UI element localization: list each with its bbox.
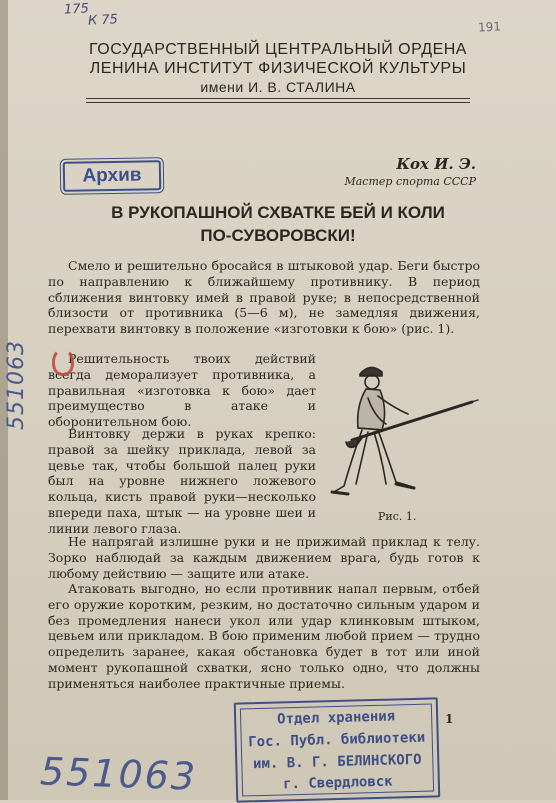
- margin-inventory-number-bottom: 551063: [39, 749, 198, 799]
- paragraph-4: Не напрягай излишне руки и не прижимай приклад к телу. Зорко наблюдай за каждым движением врага, будь готов к любому действию — защите или атаке.: [48, 534, 480, 581]
- handwritten-number: 175: [63, 1, 90, 18]
- handwritten-right-number: 191: [477, 19, 502, 35]
- soldier-with-rifle-illustration: [322, 358, 482, 508]
- header-rule-thick: [86, 98, 470, 99]
- institute-line-1: ГОСУДАРСТВЕННЫЙ ЦЕНТРАЛЬНЫЙ ОРДЕНА: [89, 41, 467, 58]
- institute-line-2: ЛЕНИНА ИНСТИТУТ ФИЗИЧЕСКОЙ КУЛЬТУРЫ: [89, 60, 467, 77]
- paragraph-5: Атаковать выгодно, но если противник напал первым, отбей его оружие коротким, резким, но достаточно сильным ударом и без промедления нанеси укол или удар клинковым штыком, цевьем или прикладом. В бою применим любой прием — трудно определить заранее, какая обстановка будет в тот или иной момент рукопашной схватки, ясно только одно, что должны применяться наиболее практичные приемы.: [48, 581, 480, 691]
- figure-caption: Рис. 1.: [378, 510, 417, 523]
- margin-inventory-number-left: 551063: [4, 340, 29, 430]
- page-number: 1: [445, 712, 454, 726]
- article-title-line-1: В РУКОПАШНОЙ СХВАТКЕ БЕЙ И КОЛИ: [111, 203, 445, 222]
- library-stamp-line-1: Отдел хранения: [276, 708, 396, 728]
- author-title: Мастер спорта СССР: [344, 175, 476, 188]
- handwritten-code: К 75: [87, 12, 119, 29]
- red-pencil-mark: [52, 348, 74, 376]
- library-stamp-line-2: Гос. Публ. библиотеки: [248, 729, 426, 751]
- paragraph-3: Винтовку держи в руках крепко: правой за шейку приклада, левой за цевье так, чтобы большой палец руки был на уровне нижнего ложевого кольца, кисть правой руки—несколько впереди паха, штык — на уровне шеи и линии левого глаза.: [48, 426, 316, 536]
- author-name: Кох И. Э.: [396, 155, 476, 173]
- library-stamp: [234, 697, 441, 802]
- paragraph-1: Смело и решительно бросайся в штыковой удар. Беги быстро по направлению к ближайшему противнику. В период сближения винтовку имей в правой руке; в непосредственной близости от противника (5—6 м), не замедляя движения, перехвати винтовку в положение «изготовки к бою» (рис. 1).: [48, 258, 480, 337]
- institute-line-3: имени И. В. СТАЛИНА: [200, 79, 356, 95]
- article-title-line-2: ПО-СУВОРОВСКИ!: [200, 226, 356, 245]
- library-stamp-line-4: г. Свердловск: [282, 773, 393, 793]
- archive-stamp: Архив: [63, 160, 162, 192]
- header-rule-thin: [86, 102, 470, 103]
- paragraph-2: Решительность твоих действий всегда деморализует противника, а правильная «изготовка к бою» дает преимущество в атаке и оборонительном бою.: [48, 351, 316, 430]
- library-stamp-line-3: им. В. Г. БЕЛИНСКОГО: [252, 751, 422, 773]
